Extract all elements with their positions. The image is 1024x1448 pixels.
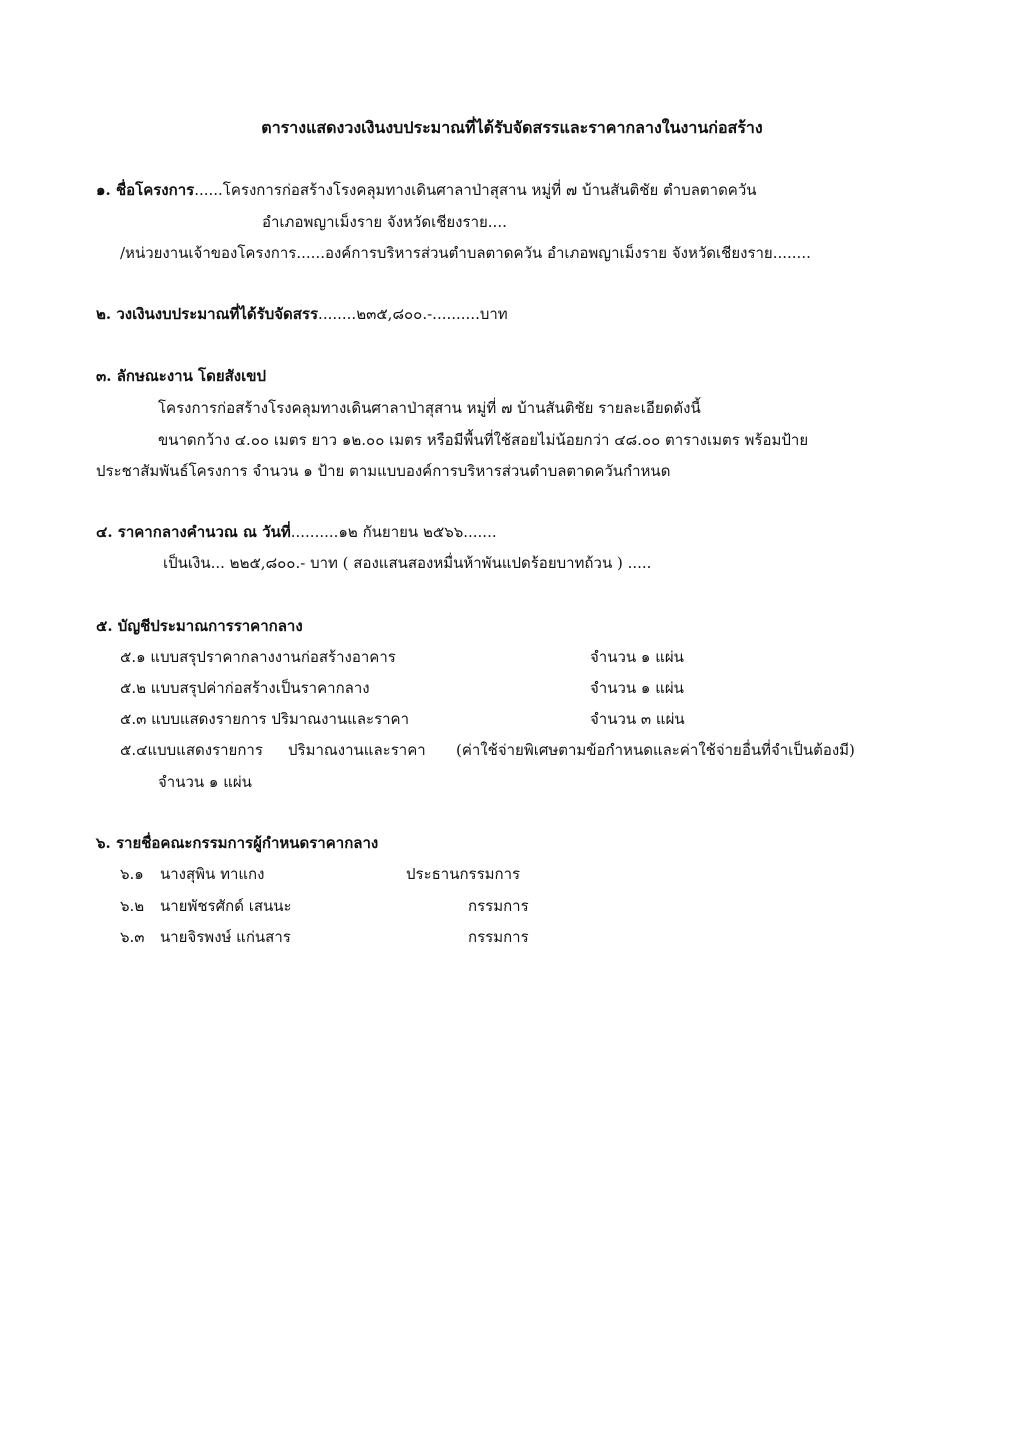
section-1-heading: ๑. ชื่อโครงการ [96,181,195,199]
committee-member [120,927,620,947]
section-5-heading: ๕. บัญชีประมาณการราคากลาง [96,617,303,635]
list-item-qty: จำนวน ๑ แผ่น [158,773,252,791]
member-number: ๖.๓ [120,928,145,946]
member-name: นายพัชรศักด์ เสนนะ [160,897,292,915]
list-item-note: (ค่าใช้จ่ายพิเศษตามข้อกำหนดและค่าใช้จ่ายอื่นที่จำเป็นต้องมี) [456,741,855,759]
document-title: ตารางแสดงวงเงินงบประมาณที่ได้รับจัดสรรและราคากลางในงานก่อสร้าง [261,118,763,137]
list-item-qty: จำนวน ๓ แผ่น [590,710,685,728]
section-2-line [96,304,508,324]
list-item-label: ๕.๓ แบบแสดงรายการ ปริมาณงานและราคา [120,710,409,728]
section-4-line-1 [96,522,497,542]
budget-value: ........๒๓๕,๘๐๐.-..........บาท [318,305,508,323]
project-owner: /หน่วยงานเจ้าของโครงการ......องค์การบริหารส่วนตำบลตาดควัน อำเภอพญาเม็งราย จังหวัดเชียงราย........ [120,244,811,262]
list-item [120,647,820,667]
member-role: กรรมการ [468,928,529,946]
list-item [120,709,820,729]
section-2-heading: ๒. วงเงินงบประมาณที่ได้รับจัดสรร [96,305,319,323]
list-item-label: ๕.๑ แบบสรุปราคากลางงานก่อสร้างอาคาร [120,648,396,666]
section-4-amount: เป็นเงิน... ๒๒๕,๘๐๐.- บาท ( สองแสนสองหมื่นห้าพันแปดร้อยบาทถ้วน ) ..... [163,554,652,572]
member-role: กรรมการ [468,897,529,915]
list-item-qty: จำนวน ๑ แผ่น [590,679,684,697]
list-item [120,740,930,760]
list-item-qty: จำนวน ๑ แผ่น [590,648,684,666]
list-item-label: ๕.๒ แบบสรุปค่าก่อสร้างเป็นราคากลาง [120,679,370,697]
section-3-line-3: ประชาสัมพันธ์โครงการ จำนวน ๑ ป้าย ตามแบบองค์การบริหารส่วนตำบลตาดควันกำหนด [96,462,671,480]
section-3-heading: ๓. ลักษณะงาน โดยสังเขป [96,367,267,385]
list-item-label-cont: ปริมาณงานและราคา [288,741,426,759]
section-4-heading: ๔. ราคากลางคำนวณ ณ วันที่ [96,523,291,541]
committee-member [120,896,620,916]
committee-member [120,864,620,884]
section-3-line-1: โครงการก่อสร้างโรงคลุมทางเดินศาลาป่าสุสาน หมู่ที่ ๗ บ้านสันติชัย รายละเอียดดังนี้ [158,399,701,417]
member-name: นางสุพิน ทาแกง [160,865,265,883]
section-3-line-2: ขนาดกว้าง ๔.๐๐ เมตร ยาว ๑๒.๐๐ เมตร หรือมีพื้นที่ใช้สอยไม่น้อยกว่า ๔๘.๐๐ ตารางเมตร พร้อมป้าย [158,431,809,449]
member-name: นายจิรพงษ์ แก่นสาร [160,928,291,946]
section-1-line-1 [96,180,757,200]
list-item-label: ๕.๔แบบแสดงรายการ [120,741,263,759]
member-number: ๖.๒ [120,897,145,915]
section-1-location: อำเภอพญาเม็งราย จังหวัดเชียงราย.... [262,213,507,231]
section-6-heading: ๖. รายชื่อคณะกรรมการผู้กำหนดราคากลาง [96,834,379,852]
member-role: ประธานกรรมการ [406,865,521,883]
member-number: ๖.๑ [120,865,144,883]
list-item [120,678,820,698]
project-name: ......โครงการก่อสร้างโรงคลุมทางเดินศาลาป่าสุสาน หมู่ที่ ๗ บ้านสันติชัย ตำบลตาดควัน [194,181,757,199]
price-date: ..........๑๒ กันยายน ๒๕๖๖....... [290,523,497,541]
